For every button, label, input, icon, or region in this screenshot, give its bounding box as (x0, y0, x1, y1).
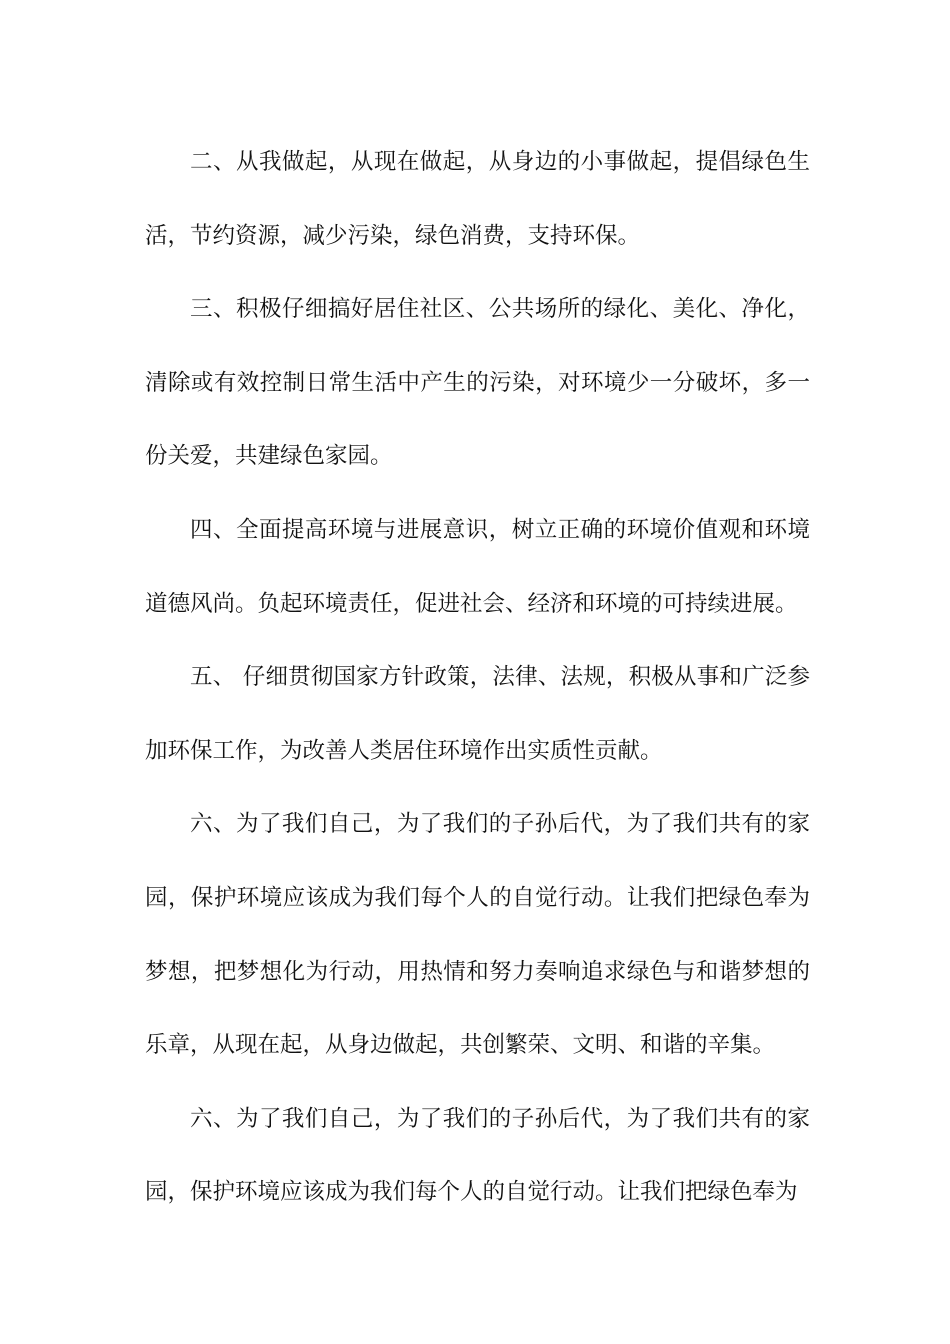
paragraph-6-repeat: 六、为了我们自己，为了我们的子孙后代，为了我们共有的家园，保护环境应该成为我们每个人的自觉行动。让我们把绿色奉为 (145, 1105, 810, 1206)
document-body (145, 126, 810, 1230)
paragraph-6: 六、为了我们自己，为了我们的子孙后代，为了我们共有的家园，保护环境应该成为我们每个人的自觉行动。让我们把绿色奉为梦想，把梦想化为行动，用热情和努力奏响追求绿色与和谐梦想的乐章，从现在起，从身边做起，共创繁荣、文明、和谐的辛集。 (145, 811, 810, 1059)
paragraph-2: 二、从我做起，从现在做起，从身边的小事做起，提倡绿色生活，节约资源，减少污染，绿色消费，支持环保。 (145, 149, 810, 249)
paragraph-4: 四、全面提高环境与进展意识，树立正确的环境价值观和环境道德风尚。负起环境责任，促进社会、经济和环境的可持续进展。 (145, 516, 810, 617)
paragraph-3: 三、积极仔细搞好居住社区、公共场所的绿化、美化、净化，清除或有效控制日常生活中产生的污染，对环境少一分破坏，多一份关爱，共建绿色家园。 (145, 296, 810, 470)
paragraph-5: 五、 仔细贯彻国家方针政策，法律、法规，积极从事和广泛参加环保工作，为改善人类居住环境作出实质性贡献。 (145, 664, 810, 764)
